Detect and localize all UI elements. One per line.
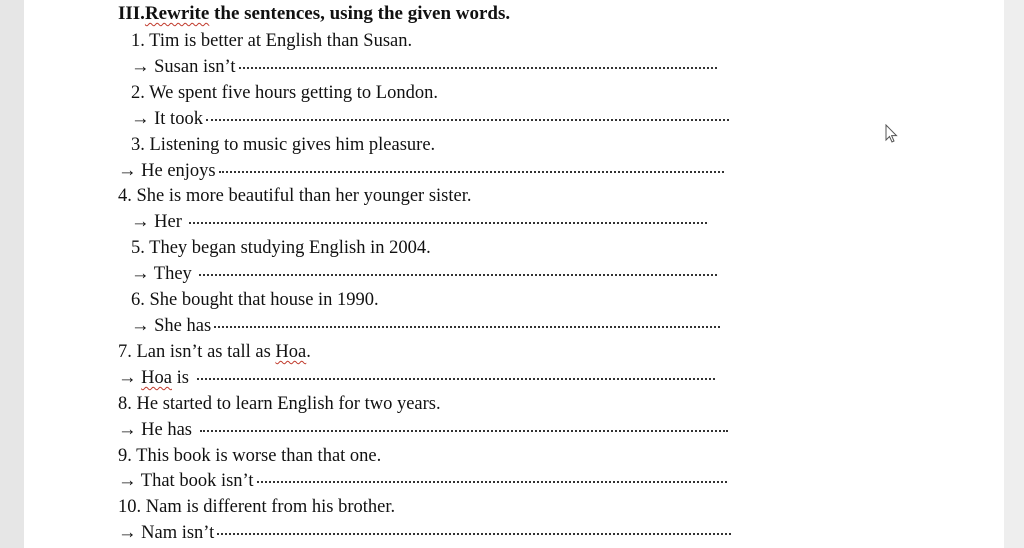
answer-blank[interactable] [214,326,720,328]
answer-prefix: He has [136,419,197,440]
answer-prefix: Her [149,212,187,233]
arrow-icon: → [131,212,150,233]
answer-prefix: Nam isn’t [136,523,215,544]
arrow-icon: → [118,367,137,388]
answer-prefix: is [171,367,194,388]
answer-line-6[interactable] [118,314,768,340]
arrow-icon: → [118,160,137,181]
arrow-icon: → [118,523,137,544]
answer-blank[interactable] [217,533,731,535]
question-10: 10. Nam is different from his brother. [118,497,396,518]
question-period: . [306,341,311,362]
answer-blank[interactable] [219,171,724,173]
heading-number: III. [118,3,145,24]
heading-text: the sentences, using the given words. [209,3,511,24]
answer-blank[interactable] [200,430,728,432]
answer-line-10[interactable] [118,521,768,547]
arrow-icon: → [118,419,137,440]
exercise-heading [118,2,768,26]
question-8: 8. He started to learn English for two years. [118,393,441,414]
answer-prefix: Susan isn’t [149,56,236,77]
question-5: 5. They began studying English in 2004. [131,238,431,259]
answer-name-hoa: Hoa [141,367,172,388]
worksheet [118,2,768,547]
answer-line-3[interactable] [118,159,768,185]
answer-line-5[interactable] [118,262,768,288]
right-margin-band [1004,0,1024,548]
answer-blank[interactable] [239,67,717,69]
answer-line-7[interactable] [118,366,768,392]
answer-prefix: He enjoys [136,160,216,181]
answer-prefix: She has [149,315,212,336]
question-9: 9. This book is worse than that one. [118,445,382,466]
answer-line-2[interactable] [118,107,768,133]
question-4: 4. She is more beautiful than her younger sister. [118,186,472,207]
question-7 [118,340,768,366]
answer-blank[interactable] [199,274,717,276]
answer-line-8[interactable] [118,418,768,444]
answer-blank[interactable] [197,378,715,380]
answer-blank[interactable] [257,481,727,483]
question-3: 3. Listening to music gives him pleasure. [131,134,436,155]
answer-blank[interactable] [189,222,707,224]
arrow-icon: → [131,264,150,285]
answer-prefix: They [149,264,197,285]
answer-line-1[interactable] [118,55,768,81]
arrow-icon: → [131,315,150,336]
arrow-icon: → [118,471,137,492]
question-6: 6. She bought that house in 1990. [131,290,379,311]
question-2: 2. We spent five hours getting to London. [131,82,438,103]
answer-blank[interactable] [206,119,729,121]
mouse-pointer-icon [884,124,900,144]
answer-line-9[interactable] [118,469,768,495]
question-1: 1. Tim is better at English than Susan. [131,31,413,51]
name-hoa: Hoa [275,341,307,362]
question-text: 7. Lan isn’t as tall as [118,341,276,362]
arrow-icon: → [131,108,150,129]
left-margin-band [0,0,24,548]
heading-word-rewrite: Rewrite [144,3,210,24]
answer-prefix: That book isn’t [136,471,254,492]
arrow-icon: → [131,56,150,77]
answer-prefix: It took [149,108,203,129]
answer-line-4[interactable] [118,210,768,236]
